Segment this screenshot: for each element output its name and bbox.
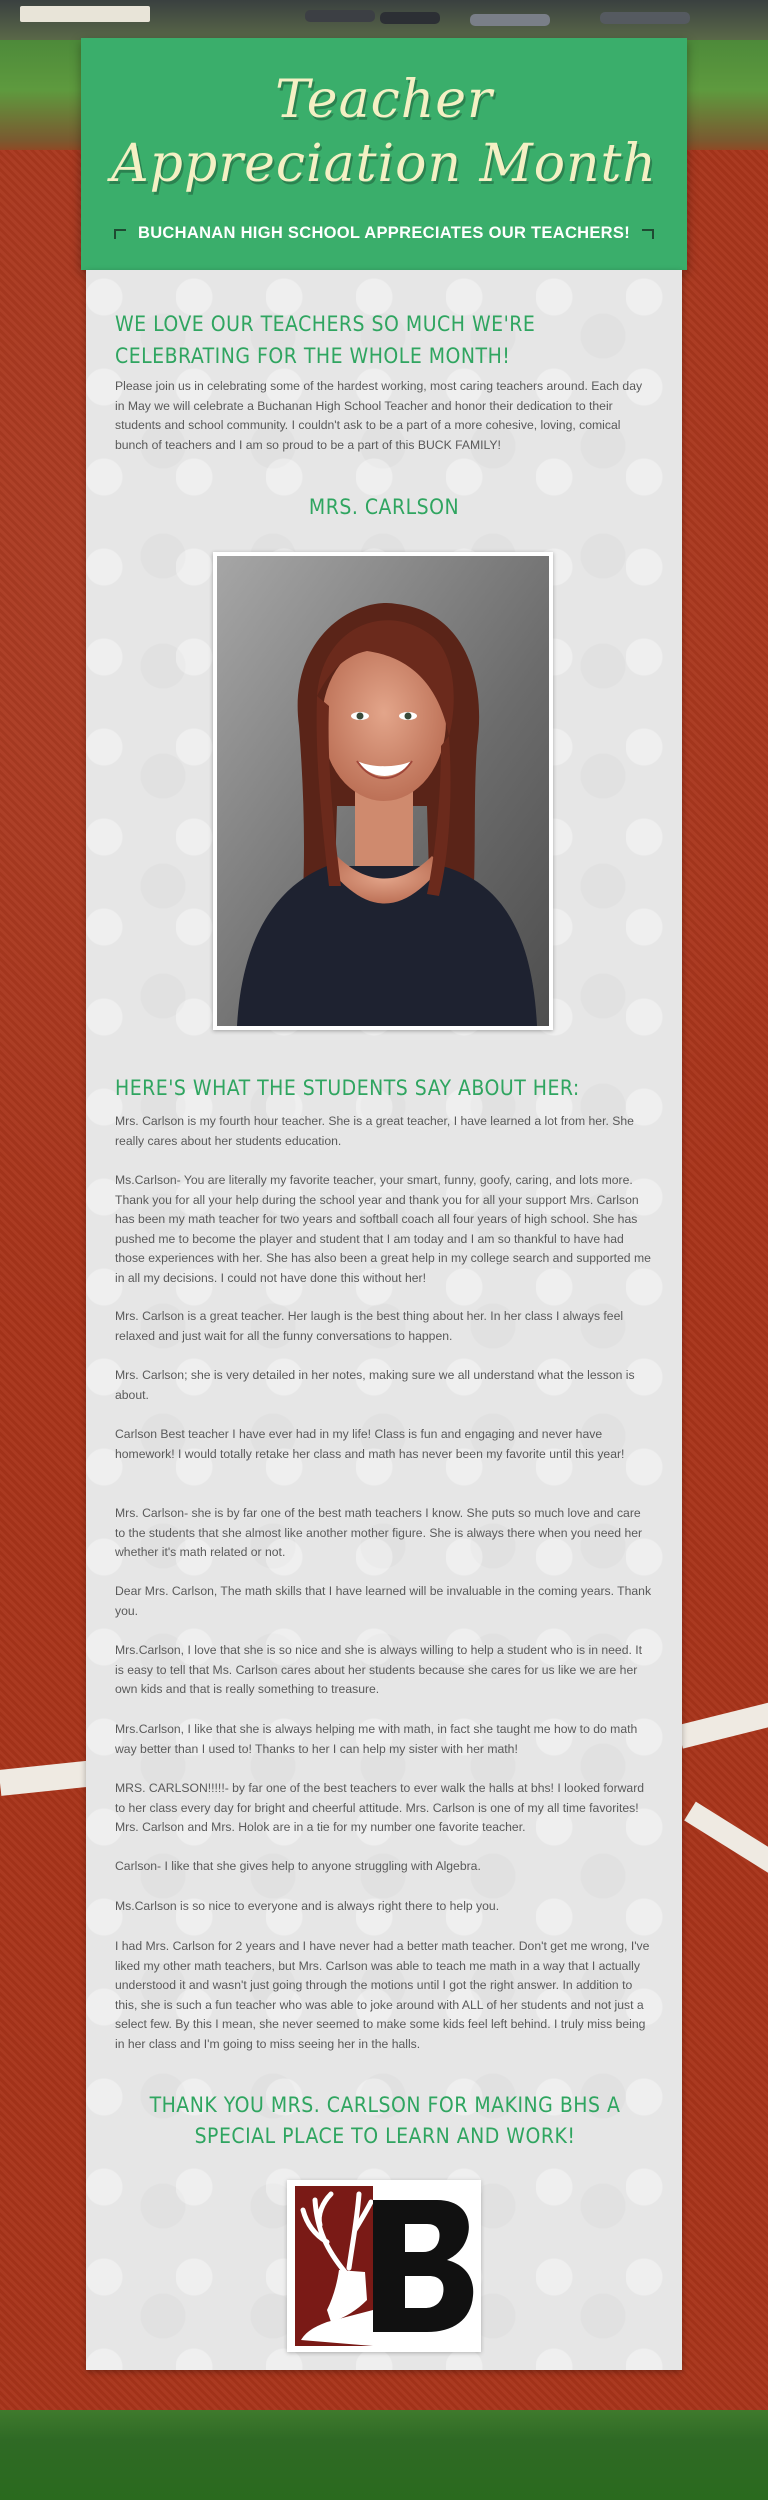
- student-quote: Ms.Carlson- You are literally my favorite teacher, your smart, funny, goofy, caring, and lots more. Thank you for all your help during the school year and thank you for all your support Mrs. Carlson has been my math teacher for two years and softball coach all four years of high school. She has pushed me to become the player and student that I am today and I am so thankful to have had those experiences with her. She has also been a great help in my college search and supported me in all my decisions. I could not have done this without her!: [115, 1173, 651, 1285]
- teacher-portrait-image: [217, 556, 549, 1026]
- student-quote: Mrs.Carlson, I love that she is so nice and she is always willing to help a student who is in need. It is easy to tell that Ms. Carlson cares about her students because she cares for us like we are her own kids and that is really something to treasure.: [115, 1643, 643, 1696]
- student-quote: Mrs. Carlson- she is by far one of the best math teachers I know. She puts so much love and care to the students that she almost like another mother figure. She is always there when you need her whether it's math related or not.: [115, 1506, 643, 1559]
- student-quote: Mrs.Carlson, I like that she is always helping me with math, in fact she taught me how to do math way better than I used to! Thanks to her I can help my sister with her math!: [115, 1722, 638, 1756]
- closing-heading: THANK YOU MRS. CARLSON FOR MAKING BHS A SPECIAL PLACE TO LEARN AND WORK!: [149, 2093, 621, 2148]
- student-quote: Carlson- I like that she gives help to anyone struggling with Algebra.: [115, 1859, 481, 1873]
- student-quote: I had Mrs. Carlson for 2 years and I have never had a better math teacher. Don't get me wrong, I've liked my other math teachers, but Mrs. Carlson was able to teach me math in a way that I actually understood it and wasn't just going through the motions until I got the right answer. In addition to this, she is such a fun teacher who was able to joke around with ALL of her students and not just a select few. By this I mean, she never seemed to make some kids feel left behind. I truly miss being in her class and I'm going to miss seeing her in the halls.: [115, 1939, 650, 2051]
- student-quote: MRS. CARLSON!!!!!- by far one of the best teachers to ever walk the halls at bhs! I looked forward to her class every day for bright and cheerful attitude. Mrs. Carlson is one of my all time favorites! Mrs. Carlson and Mrs. Holok are in a tie for my number one favorite teacher.: [115, 1781, 645, 1834]
- student-quote: Mrs. Carlson; she is very detailed in her notes, making sure we all understand what the lesson is about.: [115, 1368, 635, 1402]
- corner-tick-right-icon: [642, 229, 654, 239]
- banner-subtitle-row: [81, 224, 687, 243]
- teacher-photo: [213, 552, 553, 1030]
- student-quote: Carlson Best teacher I have ever had in my life! Class is fun and engaging and never have homework! I would totally retake her class and math has never been my favorite until this year!: [115, 1427, 625, 1461]
- teacher-name: MRS. CARLSON: [308, 495, 460, 519]
- title-line-2: Appreciation Month: [111, 134, 657, 194]
- header-banner: [81, 38, 687, 270]
- student-quote: Ms.Carlson is so nice to everyone and is always right there to help you.: [115, 1899, 500, 1913]
- corner-tick-left-icon: [114, 229, 126, 239]
- students-heading: HERE'S WHAT THE STUDENTS SAY ABOUT HER:: [115, 1076, 580, 1100]
- student-quote: Mrs. Carlson is my fourth hour teacher. She is a great teacher, I have learned a lot from her. She really cares about her students education.: [115, 1114, 634, 1148]
- intro-heading: WE LOVE OUR TEACHERS SO MUCH WE'RE CELEBRATING FOR THE WHOLE MONTH!: [115, 312, 536, 368]
- title-line-1: Teacher: [275, 70, 493, 130]
- page-title: [81, 68, 687, 196]
- buck-b-logo-icon: [287, 2180, 481, 2352]
- school-logo: [287, 2180, 481, 2352]
- background-grass: [0, 2410, 768, 2500]
- student-quote: Mrs. Carlson is a great teacher. Her laugh is the best thing about her. In her class I always feel relaxed and just wait for all the funny conversations to happen.: [115, 1309, 624, 1343]
- intro-text: Please join us in celebrating some of the hardest working, most caring teachers around. Each day in May we will celebrate a Buchanan High School Teacher and honor their dedication to their students and school community. I couldn't ask to be a part of a more cohesive, loving, comical bunch of teachers and I am so proud to be a part of this BUCK FAMILY!: [115, 379, 643, 452]
- banner-subtitle: BUCHANAN HIGH SCHOOL APPRECIATES OUR TEACHERS!: [137, 224, 631, 242]
- background-parking-lot: [0, 0, 768, 40]
- student-quote: Dear Mrs. Carlson, The math skills that I have learned will be invaluable in the coming years. Thank you.: [115, 1584, 652, 1618]
